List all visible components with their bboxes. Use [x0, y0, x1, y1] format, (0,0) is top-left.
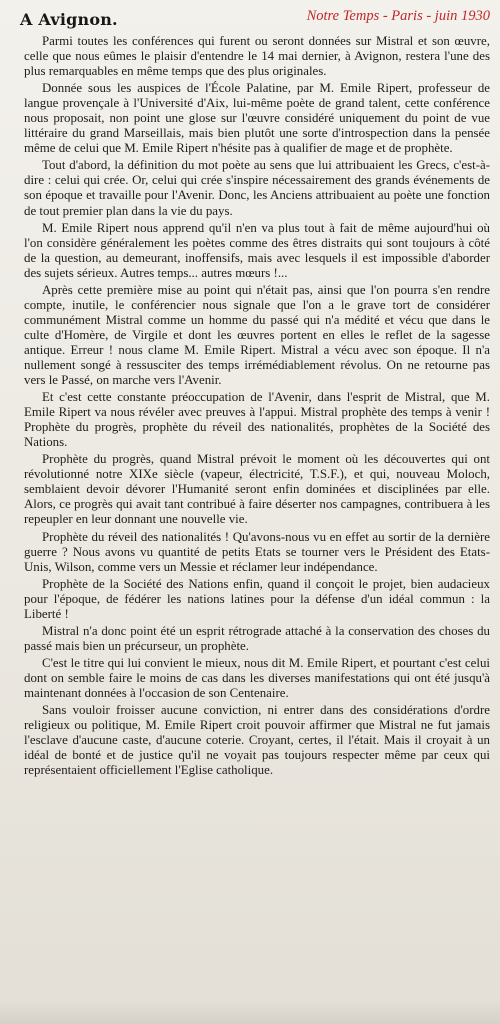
article-paragraph: Parmi toutes les conférences qui furent ou seront données sur Mistral et son œuvre, celle que nous eûmes le plaisir d'entendre le 14 mai dernier, à Avignon, restera l'une des plus remarquables en même temps que des plus originales. [24, 34, 490, 79]
clipping-header [20, 6, 492, 32]
article-paragraph: Prophète de la Société des Nations enfin, quand il conçoit le projet, bien audacieux pour l'époque, de fédérer les nations latines pour la défense d'un idéal commun : la Liberté ! [24, 576, 490, 621]
article-paragraph: Tout d'abord, la définition du mot poète au sens que lui attribuaient les Grecs, c'est-à-dire : celui qui crée. Or, celui qui crée s'inspire nécessairement des grands événements de son époque et travaille pour l'Avenir. Donc, les Anciens attribuaient au poète une fonction de tout premier plan dans la vie du pays. [24, 158, 490, 218]
article-paragraph: Et c'est cette constante préoccupation de l'Avenir, dans l'esprit de Mistral, que M. Emile Ripert va nous révéler avec preuves à l'appui. Mistral prophète des temps à venir ! Prophète du progrès, prophète du réveil des nationalités, prophètes de la Société des Nations. [24, 390, 490, 450]
article-paragraph: Sans vouloir froisser aucune conviction, ni entrer dans des considérations d'ordre religieux ou politique, M. Emile Ripert croit pouvoir affirmer que Mistral ne fut jamais l'esclave d'aucune caste, d'aucune coterie. Croyant, certes, il l'était. Mais il croyait à un idéal de bonté et de justice qu'il ne voyait pas toujours respecter même par ceux qui représentaient officiellement l'Eglise catholique. [24, 703, 490, 778]
article-title: A Avignon. [20, 10, 118, 29]
article-paragraph: Prophète du réveil des nationalités ! Qu'avons-nous vu en effet au sortir de la dernière guerre ? Nous avons vu quantité de petits Etats se tourner vers le Président des Etats-Unis, Wilson, comme vers un Messie et réclamer leur indépendance. [24, 529, 490, 574]
paper-edge-shadow [0, 1000, 500, 1024]
article-paragraph: Après cette première mise au point qui n'était pas, ainsi que l'on pourra s'en rendre compte, inutile, le conférencier nous signale que l'on a le grave tort de considérer communément Mistral comme un homme du passé qui n'a médité et vécu que dans le culte d'Homère, de Virgile et dont les œuvres portent en elles le reflet de la sagesse antique. Erreur ! nous clame M. Emile Ripert. Mistral a vécu avec son époque. Il n'a nullement songé à ressusciter des temps irrémédiablement révolus. On ne retourne pas vers le Passé, on marche vers l'Avenir. [24, 282, 490, 388]
article-paragraph: Mistral n'a donc point été un esprit rétrograde attaché à la conservation des choses du passé mais bien un précurseur, un prophète. [24, 623, 490, 653]
article-paragraph: Donnée sous les auspices de l'École Palatine, par M. Emile Ripert, professeur de langue provençale à l'Université d'Aix, lui-même poète de grand talent, cette conférence nous proposait, non point une glose sur l'œuvre considéré uniquement du point de vue littéraire du grand Marseillais, mais bien plutôt une sorte d'introspection dans la pensée même de celui que M. Emile Ripert n'hésite pas à qualifier de mage et de prophète. [24, 81, 490, 156]
article-body [24, 34, 490, 780]
article-paragraph: Prophète du progrès, quand Mistral prévoit le moment où les découvertes qui ont révolutionné notre XIXe siècle (vapeur, électricité, T.S.F.), et qui, nouveau Moloch, semblaient devoir dévorer l'Humanité seront enfin dominées et disciplinées par elle. Alors, ce progrès qui avait tant contribué à faire déserter nos campagnes, contribuera à les repeupler en leur donnant une nouvelle vie. [24, 452, 490, 527]
article-paragraph: M. Emile Ripert nous apprend qu'il n'en va plus tout à fait de même aujourd'hui où l'on considère généralement les poètes comme des êtres distraits qui sont toujours à côté de la question, au demeurant, inoffensifs, mais avec lesquels il est impossible d'aborder des sujets sérieux. Autres temps... autres mœurs !... [24, 220, 490, 280]
article-paragraph: C'est le titre qui lui convient le mieux, nous dit M. Emile Ripert, et pourtant c'est celui dont on semble faire le moins de cas dans les diverses manifestations qui ont été jusqu'à maintenant données à l'occasion de son Centenaire. [24, 655, 490, 700]
source-caption: Notre Temps - Paris - juin 1930 [306, 8, 490, 24]
